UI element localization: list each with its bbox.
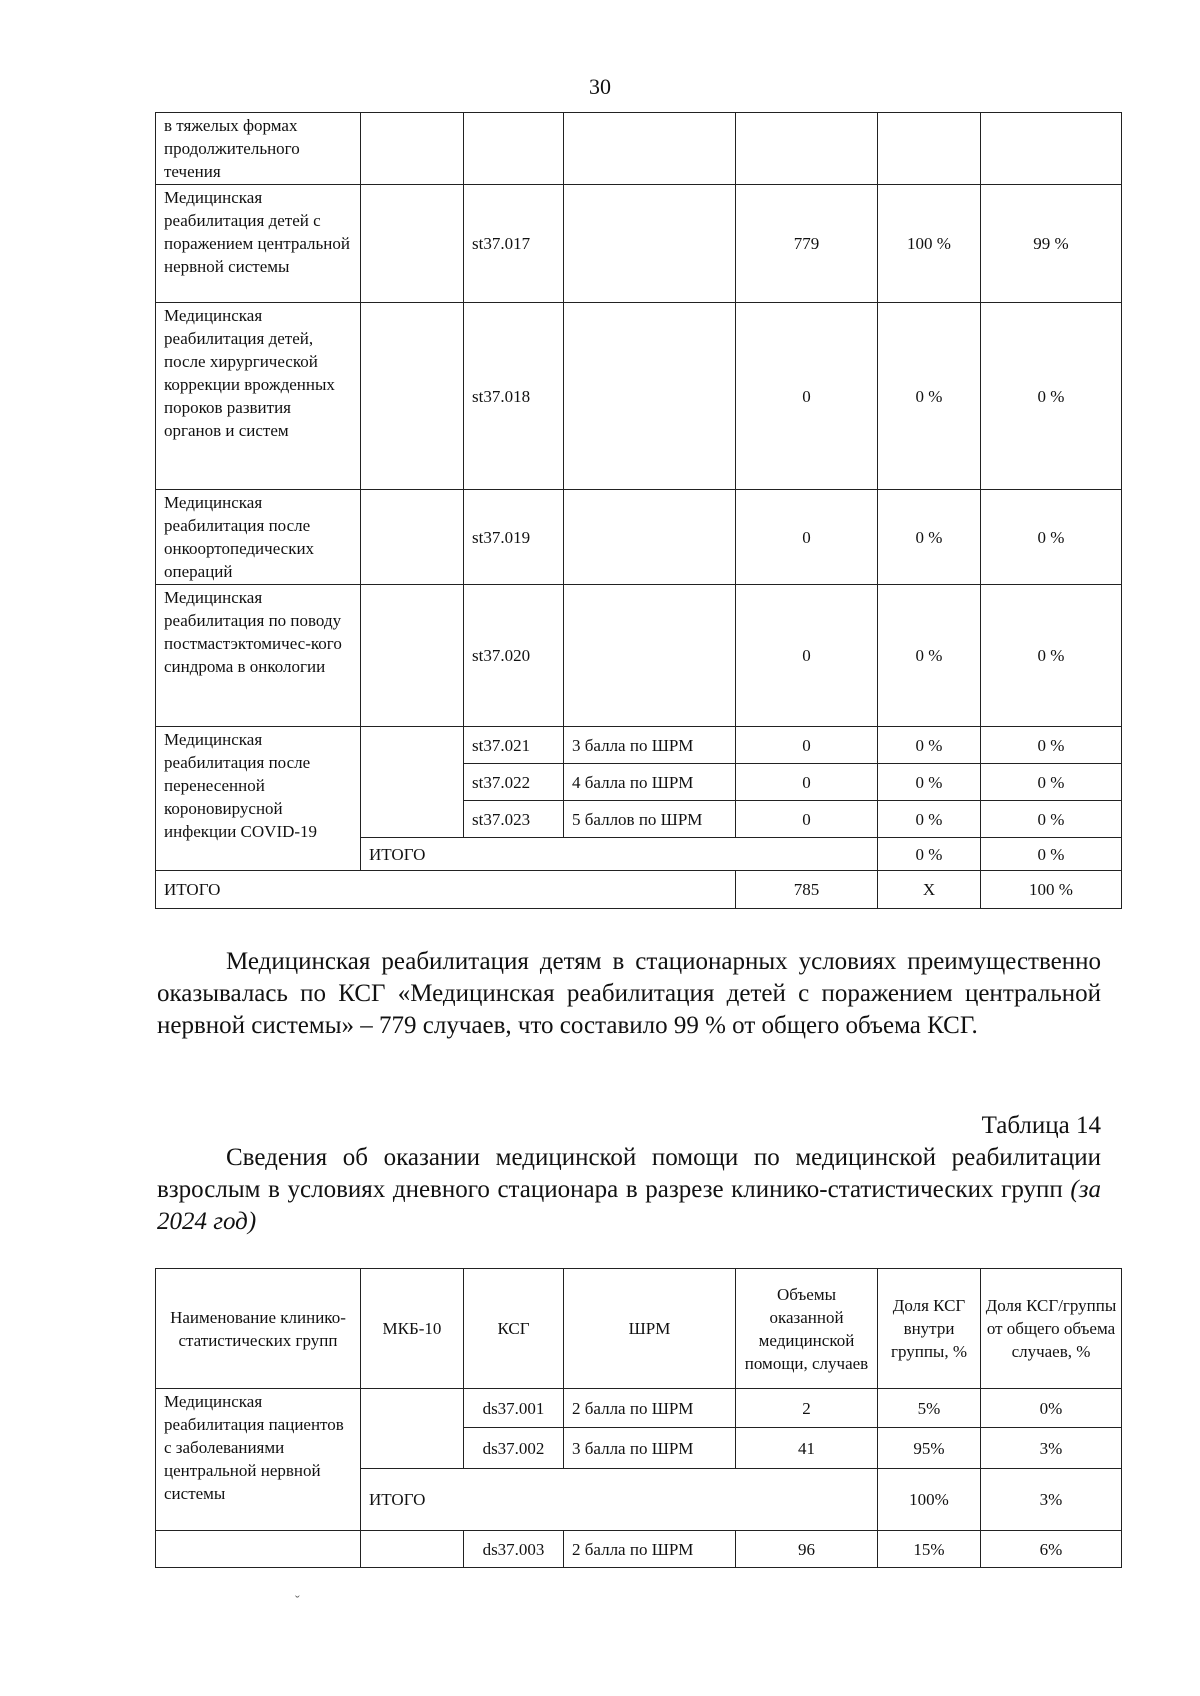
shrm-cell: 3 балла по ШРМ xyxy=(564,1428,736,1469)
volume-cell: 0 xyxy=(736,303,878,490)
share-group-cell: 100% xyxy=(878,1469,981,1531)
share-group-cell: 0 % xyxy=(878,764,981,801)
share-total-cell: 99 % xyxy=(981,185,1122,303)
group-name-cell: Медицинская реабилитация детей, после хирургической коррекции врожденных пороков развития органов и систем xyxy=(156,303,361,490)
share-total-cell: 0 % xyxy=(981,838,1122,871)
ksg-code: st37.017 xyxy=(464,185,564,303)
ksg-code: st37.022 xyxy=(464,764,564,801)
volume-cell: 96 xyxy=(736,1531,878,1568)
share-group-cell: 100 % xyxy=(878,185,981,303)
table-caption-period: (за 2024 год) xyxy=(157,1176,1102,1235)
share-group-cell: 95% xyxy=(878,1428,981,1469)
ksg-code: st37.019 xyxy=(464,490,564,585)
shrm-cell: 5 баллов по ШРМ xyxy=(564,801,736,838)
rehab-children-table xyxy=(155,112,1122,909)
volume-cell: 0 xyxy=(736,585,878,727)
ksg-code: st37.021 xyxy=(464,727,564,764)
total-row xyxy=(156,871,1122,909)
share-total-cell: 100 % xyxy=(981,871,1122,909)
table-row xyxy=(156,727,1122,764)
share-total-cell: 0 % xyxy=(981,303,1122,490)
table-row xyxy=(156,585,1122,727)
table-row xyxy=(156,1531,1122,1568)
shrm-cell xyxy=(564,303,736,490)
table-caption xyxy=(157,1142,1101,1238)
share-total-cell: 6% xyxy=(981,1531,1122,1568)
table-row xyxy=(156,303,1122,490)
share-total-cell: 0 % xyxy=(981,764,1122,801)
share-total-cell: 0 % xyxy=(981,727,1122,764)
ksg-code: ds37.003 xyxy=(464,1531,564,1568)
shrm-cell: 3 балла по ШРМ xyxy=(564,727,736,764)
volume-cell: 2 xyxy=(736,1389,878,1428)
scan-artifact: ˇ xyxy=(295,1594,300,1609)
group-name-cell: Медицинская реабилитация пациентов с заболеваниями центральной нервной системы xyxy=(156,1389,361,1531)
share-group-cell: 0 % xyxy=(878,727,981,764)
total-label: ИТОГО xyxy=(156,871,736,909)
subtotal-label: ИТОГО xyxy=(361,1469,878,1531)
table-row xyxy=(156,1389,1122,1428)
share-group-cell: 5% xyxy=(878,1389,981,1428)
share-total-cell: 0% xyxy=(981,1389,1122,1428)
shrm-cell xyxy=(564,585,736,727)
share-group-cell: 0 % xyxy=(878,490,981,585)
header-share-total: Доля КСГ/группы от общего объема случаев, % xyxy=(981,1269,1122,1389)
volume-cell: 0 xyxy=(736,727,878,764)
rehab-adults-day-hospital-table xyxy=(155,1268,1122,1568)
share-total-cell: 0 % xyxy=(981,490,1122,585)
volume-cell: 0 xyxy=(736,764,878,801)
share-group-cell: 0 % xyxy=(878,585,981,727)
volume-cell: 779 xyxy=(736,185,878,303)
share-total-cell: 3% xyxy=(981,1428,1122,1469)
share-group-cell: 0 % xyxy=(878,303,981,490)
table-row xyxy=(156,113,1122,185)
share-group-cell: 0 % xyxy=(878,838,981,871)
share-group-cell: 0 % xyxy=(878,801,981,838)
table-row xyxy=(156,490,1122,585)
group-name-cell: Медицинская реабилитация по поводу постмастэктомичес-кого синдрома в онкологии xyxy=(156,585,361,727)
group-name-cell: в тяжелых формах продолжительного течения xyxy=(156,113,361,185)
ksg-code: st37.018 xyxy=(464,303,564,490)
shrm-cell: 2 балла по ШРМ xyxy=(564,1389,736,1428)
share-group-cell: 15% xyxy=(878,1531,981,1568)
summary-paragraph: Медицинская реабилитация детям в стационарных условиях преимущественно оказывалась по КСГ «Медицинская реабилитация детей с поражением центральной нервной системы» – 779 случаев, что составило 99 % от общего объема КСГ. xyxy=(157,948,1101,1039)
header-name: Наименование клинико-статистических групп xyxy=(156,1269,361,1389)
header-share-group: Доля КСГ внутри группы, % xyxy=(878,1269,981,1389)
ksg-code: ds37.001 xyxy=(464,1389,564,1428)
volume-cell: 41 xyxy=(736,1428,878,1469)
page-number: 30 xyxy=(589,74,611,99)
share-group-cell: Х xyxy=(878,871,981,909)
share-total-cell: 0 % xyxy=(981,801,1122,838)
header-volume: Объемы оказанной медицинской помощи, случаев xyxy=(736,1269,878,1389)
group-name-cell: Медицинская реабилитация детей с поражением центральной нервной системы xyxy=(156,185,361,303)
table-number: Таблица 14 xyxy=(981,1112,1101,1139)
ksg-code: ds37.002 xyxy=(464,1428,564,1469)
header-shrm: ШРМ xyxy=(564,1269,736,1389)
group-name-cell: Медицинская реабилитация после перенесенной короновирусной инфекции COVID-19 xyxy=(156,727,361,871)
subtotal-label: ИТОГО xyxy=(361,838,878,871)
group-name-cell: Медицинская реабилитация после онкоортопедических операций xyxy=(156,490,361,585)
volume-cell: 0 xyxy=(736,801,878,838)
shrm-cell xyxy=(564,490,736,585)
table-header-row xyxy=(156,1269,1122,1389)
share-total-cell: 0 % xyxy=(981,585,1122,727)
shrm-cell: 4 балла по ШРМ xyxy=(564,764,736,801)
ksg-code: st37.023 xyxy=(464,801,564,838)
volume-cell: 0 xyxy=(736,490,878,585)
table-row xyxy=(156,185,1122,303)
shrm-cell xyxy=(564,185,736,303)
header-ksg: КСГ xyxy=(464,1269,564,1389)
ksg-code: st37.020 xyxy=(464,585,564,727)
shrm-cell: 2 балла по ШРМ xyxy=(564,1531,736,1568)
header-mkb: МКБ-10 xyxy=(361,1269,464,1389)
table-caption-title: Сведения об оказании медицинской помощи по медицинской реабилитации взрослым в условиях дневного стационара в разрезе клинико-статистических групп xyxy=(157,1144,1101,1203)
volume-cell: 785 xyxy=(736,871,878,909)
share-total-cell: 3% xyxy=(981,1469,1122,1531)
